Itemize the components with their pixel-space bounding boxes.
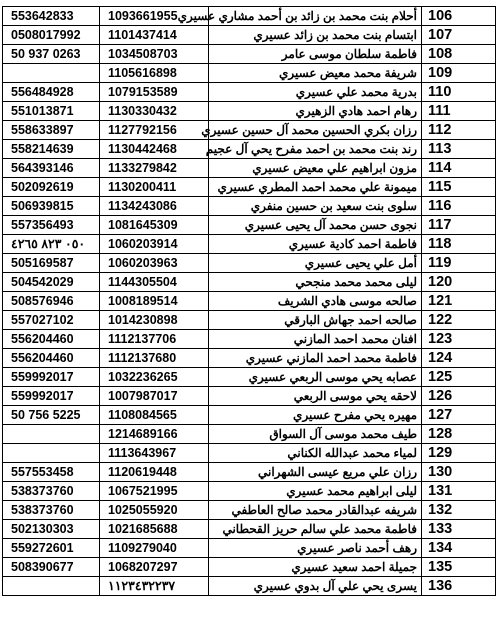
id-number-cell: 1007987017	[100, 387, 209, 406]
id-number-cell: 1101437414	[100, 26, 209, 45]
phone-cell: 559992017	[3, 387, 100, 406]
name-cell: فاطمة محمد علي سالم حريز القحطاني	[209, 520, 422, 539]
name-cell: يسرى يحي علي آل بدوي عسيري	[209, 577, 422, 596]
phone-cell: 559272601	[3, 539, 100, 558]
phone-cell: 553642833	[3, 7, 100, 26]
id-number-cell: 1144305504	[100, 273, 209, 292]
name-cell: ميمونة علي محمد احمد المطري عسيري	[209, 178, 422, 197]
table-row	[3, 254, 496, 273]
name-cell: أمل علي يحيى عسيري	[209, 254, 422, 273]
name-cell: افنان محمد احمد المازني	[209, 330, 422, 349]
id-number-cell: 1127792156	[100, 121, 209, 140]
id-number-cell: 1014230898	[100, 311, 209, 330]
phone-cell: 556204460	[3, 330, 100, 349]
phone-cell: 558214639	[3, 140, 100, 159]
row-number-cell: 112	[422, 121, 496, 140]
id-number-cell: 1214689166	[100, 425, 209, 444]
row-number-cell: 125	[422, 368, 496, 387]
table-row	[3, 330, 496, 349]
name-cell: صالحه موسى هادي الشريف	[209, 292, 422, 311]
row-number-cell: 114	[422, 159, 496, 178]
id-number-cell: 1060203914	[100, 235, 209, 254]
id-number-cell: 1105616898	[100, 64, 209, 83]
phone-cell: 508390677	[3, 558, 100, 577]
row-number-cell: 110	[422, 83, 496, 102]
row-number-cell: 126	[422, 387, 496, 406]
phone-cell: 508576946	[3, 292, 100, 311]
table-row	[3, 425, 496, 444]
id-number-cell: 1133279842	[100, 159, 209, 178]
table-row	[3, 235, 496, 254]
name-cell: عصابه يحي موسى الربعي عسيري	[209, 368, 422, 387]
row-number-cell: 130	[422, 463, 496, 482]
row-number-cell: 122	[422, 311, 496, 330]
phone-cell: 538373760	[3, 501, 100, 520]
row-number-cell: 106	[422, 7, 496, 26]
name-cell: رزان علي مريع عيسى الشهراني	[209, 463, 422, 482]
table-row	[3, 349, 496, 368]
row-number-cell: 108	[422, 45, 496, 64]
table-row	[3, 387, 496, 406]
row-number-cell: 113	[422, 140, 496, 159]
table-row	[3, 159, 496, 178]
row-number-cell: 119	[422, 254, 496, 273]
table-row	[3, 178, 496, 197]
phone-cell: 502130303	[3, 520, 100, 539]
table-row	[3, 102, 496, 121]
phone-cell: 557553458	[3, 463, 100, 482]
row-number-cell: 123	[422, 330, 496, 349]
phone-cell: 505169587	[3, 254, 100, 273]
table-row	[3, 26, 496, 45]
name-cell: رند بنت محمد بن احمد مفرح يحي آل عجيم	[209, 140, 422, 159]
phone-cell: ٠٥٠ ٨٢٣ ٤٢٦٥	[3, 235, 100, 254]
name-cell: لمياء محمد عبدالله الكناني	[209, 444, 422, 463]
row-number-cell: 117	[422, 216, 496, 235]
row-number-cell: 111	[422, 102, 496, 121]
name-cell: رهف أحمد ناصر عسيري	[209, 539, 422, 558]
name-cell: ليلى ابراهيم محمد عسيري	[209, 482, 422, 501]
phone-cell: 506939815	[3, 197, 100, 216]
name-cell: لاحقه يحي موسى الربعي	[209, 387, 422, 406]
table-row	[3, 45, 496, 64]
row-number-cell: 127	[422, 406, 496, 425]
row-number-cell: 131	[422, 482, 496, 501]
id-number-cell: 1134243086	[100, 197, 209, 216]
id-number-cell: 1130200411	[100, 178, 209, 197]
row-number-cell: 120	[422, 273, 496, 292]
table-row	[3, 121, 496, 140]
id-number-cell: 1060203963	[100, 254, 209, 273]
row-number-cell: 115	[422, 178, 496, 197]
phone-cell: 538373760	[3, 482, 100, 501]
phone-cell	[3, 64, 100, 83]
row-number-cell: 134	[422, 539, 496, 558]
phone-cell	[3, 425, 100, 444]
table-row	[3, 292, 496, 311]
id-number-cell: 1067521995	[100, 482, 209, 501]
id-number-cell: 1021685688	[100, 520, 209, 539]
name-cell: شريفة محمد معيض عسيري	[209, 64, 422, 83]
id-number-cell: 1008189514	[100, 292, 209, 311]
id-number-cell: 1130330432	[100, 102, 209, 121]
id-number-cell: 1109279040	[100, 539, 209, 558]
phone-cell	[3, 444, 100, 463]
name-cell: مزون ابراهيم علي معيض عسيري	[209, 159, 422, 178]
records-table	[2, 6, 496, 596]
id-number-cell: 1025055920	[100, 501, 209, 520]
table-row	[3, 311, 496, 330]
phone-cell: 557356493	[3, 216, 100, 235]
table-row	[3, 140, 496, 159]
phone-cell: 564393146	[3, 159, 100, 178]
id-number-cell: 1120619448	[100, 463, 209, 482]
table-row	[3, 64, 496, 83]
table-row	[3, 83, 496, 102]
id-number-cell: 1130442468	[100, 140, 209, 159]
id-number-cell: 1079153589	[100, 83, 209, 102]
id-number-cell: ١١٢٣٤٣٢٢٣٧	[100, 577, 209, 596]
table-row	[3, 216, 496, 235]
row-number-cell: 116	[422, 197, 496, 216]
row-number-cell: 132	[422, 501, 496, 520]
table-row	[3, 482, 496, 501]
row-number-cell: 135	[422, 558, 496, 577]
records-table-body	[3, 7, 496, 596]
row-number-cell: 136	[422, 577, 496, 596]
row-number-cell: 121	[422, 292, 496, 311]
row-number-cell: 124	[422, 349, 496, 368]
name-cell: رهام احمد هادي الزهيري	[209, 102, 422, 121]
table-row	[3, 463, 496, 482]
phone-cell: 557027102	[3, 311, 100, 330]
name-cell: فاطمة سلطان موسى عامر	[209, 45, 422, 64]
table-row	[3, 7, 496, 26]
phone-cell: 0508017992	[3, 26, 100, 45]
name-cell: طيف محمد موسى آل السواق	[209, 425, 422, 444]
name-cell: نجوى حسن محمد آل يحيى عسيري	[209, 216, 422, 235]
table-row	[3, 444, 496, 463]
phone-cell: 551013871	[3, 102, 100, 121]
name-cell: مهيره يحي مفرح عسيري	[209, 406, 422, 425]
row-number-cell: 129	[422, 444, 496, 463]
phone-cell: 556484928	[3, 83, 100, 102]
phone-cell	[3, 577, 100, 596]
id-number-cell: 1081645309	[100, 216, 209, 235]
name-cell: ابتسام بنت محمد بن زائد عسيري	[209, 26, 422, 45]
phone-cell: 50 937 0263	[3, 45, 100, 64]
id-number-cell: 1034508703	[100, 45, 209, 64]
id-number-cell: 1108084565	[100, 406, 209, 425]
row-number-cell: 133	[422, 520, 496, 539]
row-number-cell: 109	[422, 64, 496, 83]
id-number-cell: 1068207297	[100, 558, 209, 577]
table-row	[3, 501, 496, 520]
table-row	[3, 520, 496, 539]
id-number-cell: 1112137680	[100, 349, 209, 368]
row-number-cell: 107	[422, 26, 496, 45]
id-number-cell: 1113643967	[100, 444, 209, 463]
name-cell: جميلة احمد سعيد عسيري	[209, 558, 422, 577]
phone-cell: 502092619	[3, 178, 100, 197]
phone-cell: 558633897	[3, 121, 100, 140]
row-number-cell: 118	[422, 235, 496, 254]
table-row	[3, 539, 496, 558]
phone-cell: 50 756 5225	[3, 406, 100, 425]
name-cell: فاطمة احمد كادية عسيري	[209, 235, 422, 254]
phone-cell: 556204460	[3, 349, 100, 368]
table-row	[3, 273, 496, 292]
id-number-cell: 1093661955	[100, 7, 209, 26]
name-cell: ليلى محمد محمد منجحي	[209, 273, 422, 292]
name-cell: صالحه احمد جهاش البارقي	[209, 311, 422, 330]
name-cell: أحلام بنت محمد بن زائد بن أحمد مشاري عسيري	[209, 7, 422, 26]
table-row	[3, 577, 496, 596]
table-row	[3, 406, 496, 425]
row-number-cell: 128	[422, 425, 496, 444]
id-number-cell: 1032236265	[100, 368, 209, 387]
table-row	[3, 558, 496, 577]
table-row	[3, 368, 496, 387]
name-cell: شريفه عبدالقادر محمد صالح العاطفي	[209, 501, 422, 520]
name-cell: فاطمة محمد احمد المازني عسيري	[209, 349, 422, 368]
name-cell: رزان بكري الحسين محمد آل حسين عسيري	[209, 121, 422, 140]
table-row	[3, 197, 496, 216]
name-cell: بدرية محمد علي عسيري	[209, 83, 422, 102]
phone-cell: 504542029	[3, 273, 100, 292]
name-cell: سلوى بنت سعيد بن حسين منفري	[209, 197, 422, 216]
id-number-cell: 1112137706	[100, 330, 209, 349]
phone-cell: 559992017	[3, 368, 100, 387]
